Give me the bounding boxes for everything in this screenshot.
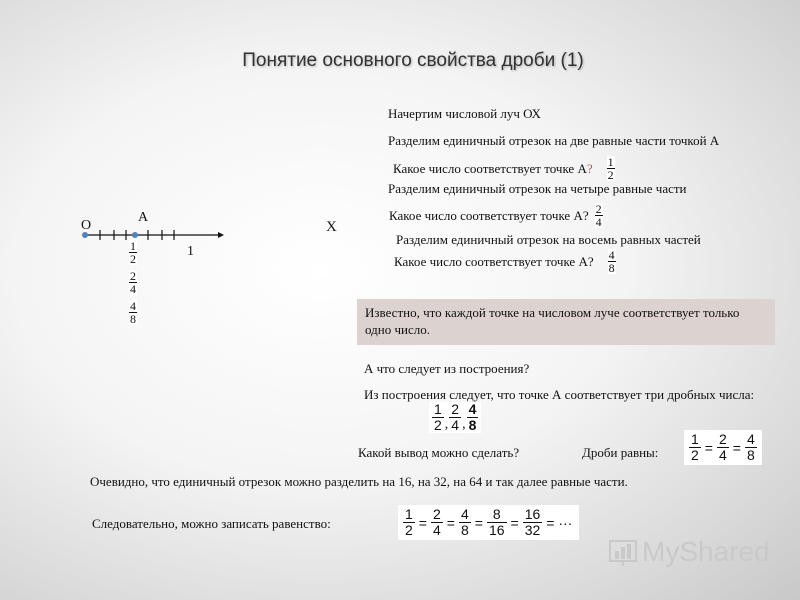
obvious-statement: Очевидно, что единичный отрезок можно разделить на 16, на 32, на 64 и так далее равные части. (90, 474, 628, 489)
number-ray (78, 208, 348, 358)
stack-fraction: $\frac{1}{2}$ (130, 239, 136, 266)
info-box: Известно, что каждой точке на числовом луче соответствует только одно число. (357, 299, 775, 345)
step-draw-ray: Начертим числовой луч ОХ (388, 106, 541, 121)
fraction: $\frac{4}{8}$ (468, 401, 477, 433)
ray-label-a: А (138, 210, 149, 225)
answer-quarter: $\frac{2}{4}$ (595, 202, 602, 229)
question-1-text: Какое число соответствует точке А (393, 160, 587, 176)
question-3 (394, 249, 616, 274)
fractions-equality: $\frac{1}{2}$ = $\frac{2}{4}$ = $\frac{4}{8}$ (684, 430, 762, 465)
page-title: Понятие основного свойства дроби (1) (242, 50, 584, 71)
long-equality: $\frac{1}{2}$ = $\frac{2}{4}$ = $\frac{4}{8}$ = $\frac{8}{16}$ = $\frac{16}{32}$ = ··· (398, 505, 579, 540)
step-divide-two: Разделим единичный отрезок на две равные части точкой А (388, 133, 720, 148)
ray-label-x: X (326, 219, 337, 235)
ray-label-o: О (81, 218, 92, 233)
followup-question: А что следует из построения? (364, 361, 530, 376)
chart-logo-icon (608, 537, 638, 567)
point-a (132, 232, 138, 238)
fraction: $\frac{1}{2}$ (434, 401, 442, 433)
answer-eighth: $\frac{4}{8}$ (608, 248, 615, 275)
question-2 (389, 203, 603, 228)
stack-fraction: $\frac{4}{8}$ (130, 299, 136, 326)
answer-half: $\frac{1}{2}$ (607, 155, 614, 182)
ray-label-one: 1 (187, 244, 194, 259)
conclusion-question: Какой вывод можно сделать? (358, 445, 520, 460)
question-mark: ? (586, 160, 593, 176)
stack-fraction: $\frac{2}{4}$ (130, 269, 136, 296)
ray-arrowhead (218, 232, 224, 238)
fraction: $\frac{2}{4}$ (451, 401, 460, 433)
therefore-statement: Следовательно, можно записать равенство: (92, 516, 331, 531)
step-divide-eight: Разделим единичный отрезок на восемь равных частей (396, 232, 701, 247)
question-3-text: Какое число соответствует точке А? (394, 253, 594, 269)
step-divide-four: Разделим единичный отрезок на четыре равные части (388, 181, 687, 196)
ray-fraction-stack (129, 240, 137, 325)
answer-text: Из построения следует, что точке А соответствует три дробных числа: (364, 387, 755, 402)
equal-label: Дроби равны: (582, 445, 659, 460)
answer-fractions: $\frac{1}{2}$ , $\frac{2}{4}$ , $\frac{4}{8}$ (429, 402, 481, 433)
watermark-logo: MyShared (608, 536, 770, 568)
question-2-text: Какое число соответствует точке А? (389, 207, 589, 223)
question-1 (393, 156, 615, 181)
